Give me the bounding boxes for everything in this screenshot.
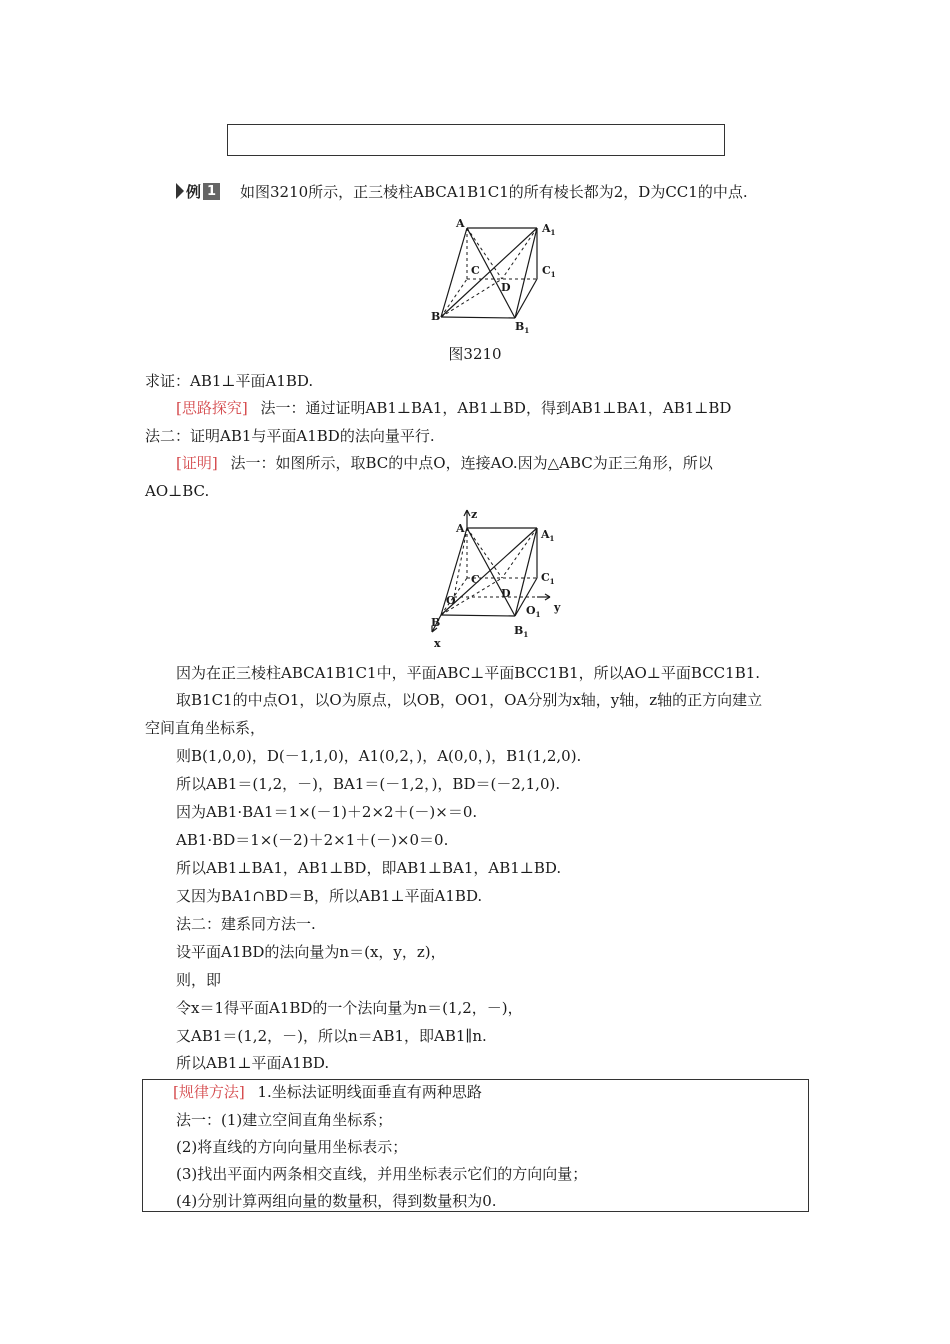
label-B1: $B_1$ <box>515 320 530 334</box>
example-badge <box>176 182 220 200</box>
example-statement: 如图3210所示，正三棱柱ABCA1B1C1的所有棱长都为2，D为CC1的中点. <box>240 183 748 201</box>
method-step-2: (2)将直线的方向向量用坐标表示； <box>176 1138 408 1156</box>
proof-step-7: 所以AB1⊥BA1，AB1⊥BD，即AB1⊥BA1，AB1⊥BD. <box>176 859 562 877</box>
label-B: B <box>431 616 441 629</box>
prove-statement: 求证：AB1⊥平面A1BD. <box>145 372 314 390</box>
proof-step-6: AB1·BD＝1×(－2)＋2×1＋(－)×0＝0. <box>176 831 449 849</box>
proof-step-2-cont: 空间直角坐标系， <box>145 719 266 737</box>
proof-line <box>176 453 713 473</box>
label-C1: $C_1$ <box>542 264 556 279</box>
label-A1: $A_1$ <box>542 222 556 237</box>
axis-label-x: x <box>434 637 441 650</box>
method-tag: [规律方法] <box>173 1083 245 1101</box>
proof-step-13: 又AB1＝(1,2，－)，所以n＝AB1，即AB1∥n. <box>176 1027 487 1045</box>
proof-step-5: 因为AB1·BA1＝1×(－1)＋2×2＋(－)×＝0. <box>176 803 478 821</box>
proof-step-4: 所以AB1＝(1,2，－)，BA1＝(－1,2，)，BD＝(－2,1,0). <box>176 775 561 793</box>
figure-caption: 图3210 <box>448 345 502 363</box>
idea-text: 法一：通过证明AB1⊥BA1，AB1⊥BD，得到AB1⊥BA1，AB1⊥BD <box>260 399 732 417</box>
method-step-3: (3)找出平面内两条相交直线，并用坐标表示它们的方向向量； <box>176 1165 588 1183</box>
example-badge-number: 1 <box>203 183 220 200</box>
label-D: D <box>501 587 511 600</box>
label-D: D <box>501 281 511 294</box>
empty-header-box <box>227 124 725 156</box>
proof-step-3: 则B(1,0,0)，D(－1,1,0)，A1(0,2，)，A(0,0，)，B1(1,2,0). <box>176 747 582 765</box>
proof-step-1: 因为在正三棱柱ABCA1B1C1中，平面ABC⊥平面BCC1B1，所以AO⊥平面BCC1B1. <box>176 664 761 682</box>
idea-line-2: 法二：证明AB1与平面A1BD的法向量平行. <box>145 427 435 445</box>
label-A: A <box>456 522 465 535</box>
proof-step-14: 所以AB1⊥平面A1BD. <box>176 1054 330 1072</box>
proof-step-10: 设平面A1BD的法向量为n＝(x，y，z)， <box>176 943 446 961</box>
proof-continuation: AO⊥BC. <box>145 482 210 500</box>
idea-line <box>176 398 731 418</box>
idea-tag: [思路探究] <box>176 399 248 417</box>
label-O: O <box>446 594 456 607</box>
label-C: C <box>471 573 480 586</box>
proof-step-8: 又因为BA1∩BD＝B，所以AB1⊥平面A1BD. <box>176 887 483 905</box>
label-A1: $A_1$ <box>541 528 555 543</box>
label-C1: $C_1$ <box>541 571 555 586</box>
label-A: A <box>456 217 465 230</box>
label-B: B <box>431 310 441 323</box>
label-O1: $O_1$ <box>526 604 541 619</box>
method-step-4: (4)分别计算两组向量的数量积，得到数量积为0. <box>176 1192 497 1210</box>
prism-figure-1 <box>425 216 565 334</box>
label-B1: $B_1$ <box>514 624 529 639</box>
proof-step-11: 则，即 <box>176 971 222 989</box>
proof-step-9: 法二：建系同方法一. <box>176 915 316 933</box>
proof-step-12: 令x＝1得平面A1BD的一个法向量为n＝(1,2，－)， <box>176 999 523 1017</box>
label-C: C <box>471 264 480 277</box>
proof-step-2: 取B1C1的中点O1，以O为原点，以OB，OO1，OA分别为x轴，y轴，z轴的正方向建立 <box>176 691 763 709</box>
method-step-1: 法一：(1)建立空间直角坐标系； <box>176 1111 393 1129</box>
proof-text: 法一：如图所示，取BC的中点O，连接AO.因为△ABC为正三角形，所以 <box>230 454 713 472</box>
example-badge-word: 例 <box>186 182 202 201</box>
prism-figure-2-coordinates <box>420 508 570 650</box>
proof-tag: [证明] <box>176 454 218 472</box>
method-title-line <box>173 1082 482 1102</box>
axis-label-z: z <box>471 508 478 521</box>
method-title: 1.坐标法证明线面垂直有两种思路 <box>257 1083 482 1101</box>
triangle-arrow-icon <box>176 183 184 199</box>
axis-label-y: y <box>554 601 561 614</box>
